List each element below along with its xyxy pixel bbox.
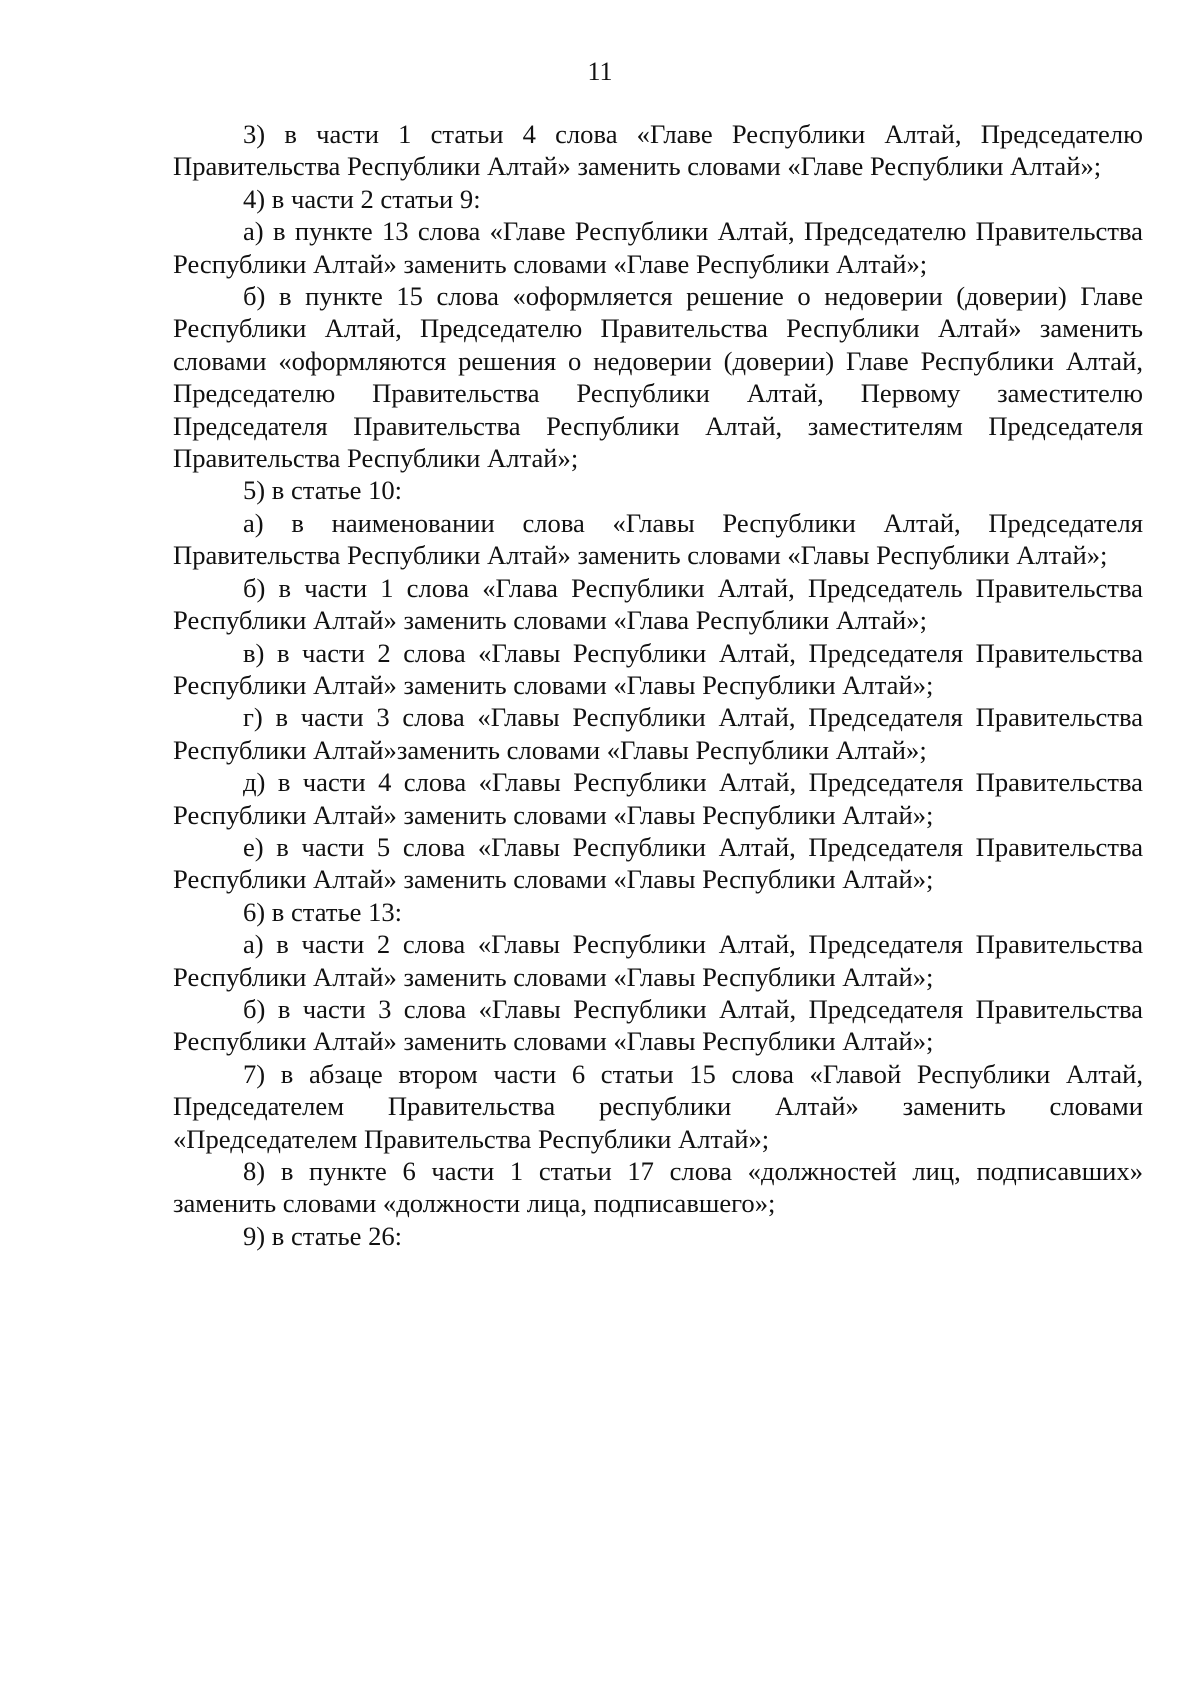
paragraph-6a: а) в части 2 слова «Главы Республики Алтай, Председателя Правительства Республики Алтай» заменить словами «Главы Республики Алтай»;: [173, 929, 1143, 992]
paragraph-4a: а) в пункте 13 слова «Главе Республики Алтай, Председателю Правительства Республики Алтай» заменить словами «Главе Республики Алтай»;: [173, 216, 1143, 279]
paragraph-6: 6) в статье 13:: [243, 896, 403, 927]
paragraph-6b: б) в части 3 слова «Главы Республики Алтай, Председателя Правительства Республики Алтай» заменить словами «Главы Республики Алтай»;: [173, 993, 1143, 1057]
paragraph-5e: е) в части 5 слова «Главы Республики Алтай, Председателя Правительства Республики Алтай» заменить словами «Главы Республики Алтай»;: [173, 831, 1143, 895]
paragraph-9: 9) в статье 26:: [243, 1220, 403, 1251]
paragraph-7: 7) в абзаце втором части 6 статьи 15 слова «Главой Республики Алтай, Председателем Правительства республики Алтай» заменить словами «Председателем Правительства Республики Алтай»;: [173, 1058, 1143, 1154]
page-number: 11: [587, 57, 613, 86]
paragraph-5: 5) в статье 10:: [243, 475, 403, 506]
paragraph-5d: д) в части 4 слова «Главы Республики Алтай, Председателя Правительства Республики Алтай» заменить словами «Главы Республики Алтай»;: [173, 767, 1143, 830]
paragraph-4b: б) в пункте 15 слова «оформляется решение о недоверии (доверии) Главе Республики Алтай, Председателю Правительства Республики Алтай» заменить словами «оформляются решения о недоверии (доверии) Главе Республики Алтай, Председателю Правительства Республики Алтай, Первому заместителю Председателя Правительства Республики Алтай, заместителям Председателя Правительства Республики Алтай»;: [173, 281, 1143, 474]
paragraph-5v: в) в части 2 слова «Главы Республики Алтай, Председателя Правительства Республики Алтай» заменить словами «Главы Республики Алтай»;: [173, 637, 1143, 700]
paragraph-5b: б) в части 1 слова «Глава Республики Алтай, Председатель Правительства Республики Алтай» заменить словами «Глава Республики Алтай»;: [173, 572, 1143, 636]
paragraph-5g: г) в части 3 слова «Главы Республики Алтай, Председателя Правительства Республики Алтай»заменить словами «Главы Республики Алтай»;: [173, 702, 1143, 765]
paragraph-8: 8) в пункте 6 части 1 статьи 17 слова «должностей лиц, подписавших» заменить словами «должности лица, подписавшего»;: [173, 1156, 1143, 1219]
paragraph-5a: а) в наименовании слова «Главы Республики Алтай, Председателя Правительства Республики Алтай» заменить словами «Главы Республики Алтай»;: [173, 507, 1143, 571]
document-body: [173, 118, 1143, 1252]
paragraph-3: 3) в части 1 статьи 4 слова «Главе Республики Алтай, Председателю Правительства Республики Алтай» заменить словами «Главе Республики Алтай»;: [173, 119, 1143, 182]
paragraph-4: 4) в части 2 статьи 9:: [243, 183, 481, 214]
